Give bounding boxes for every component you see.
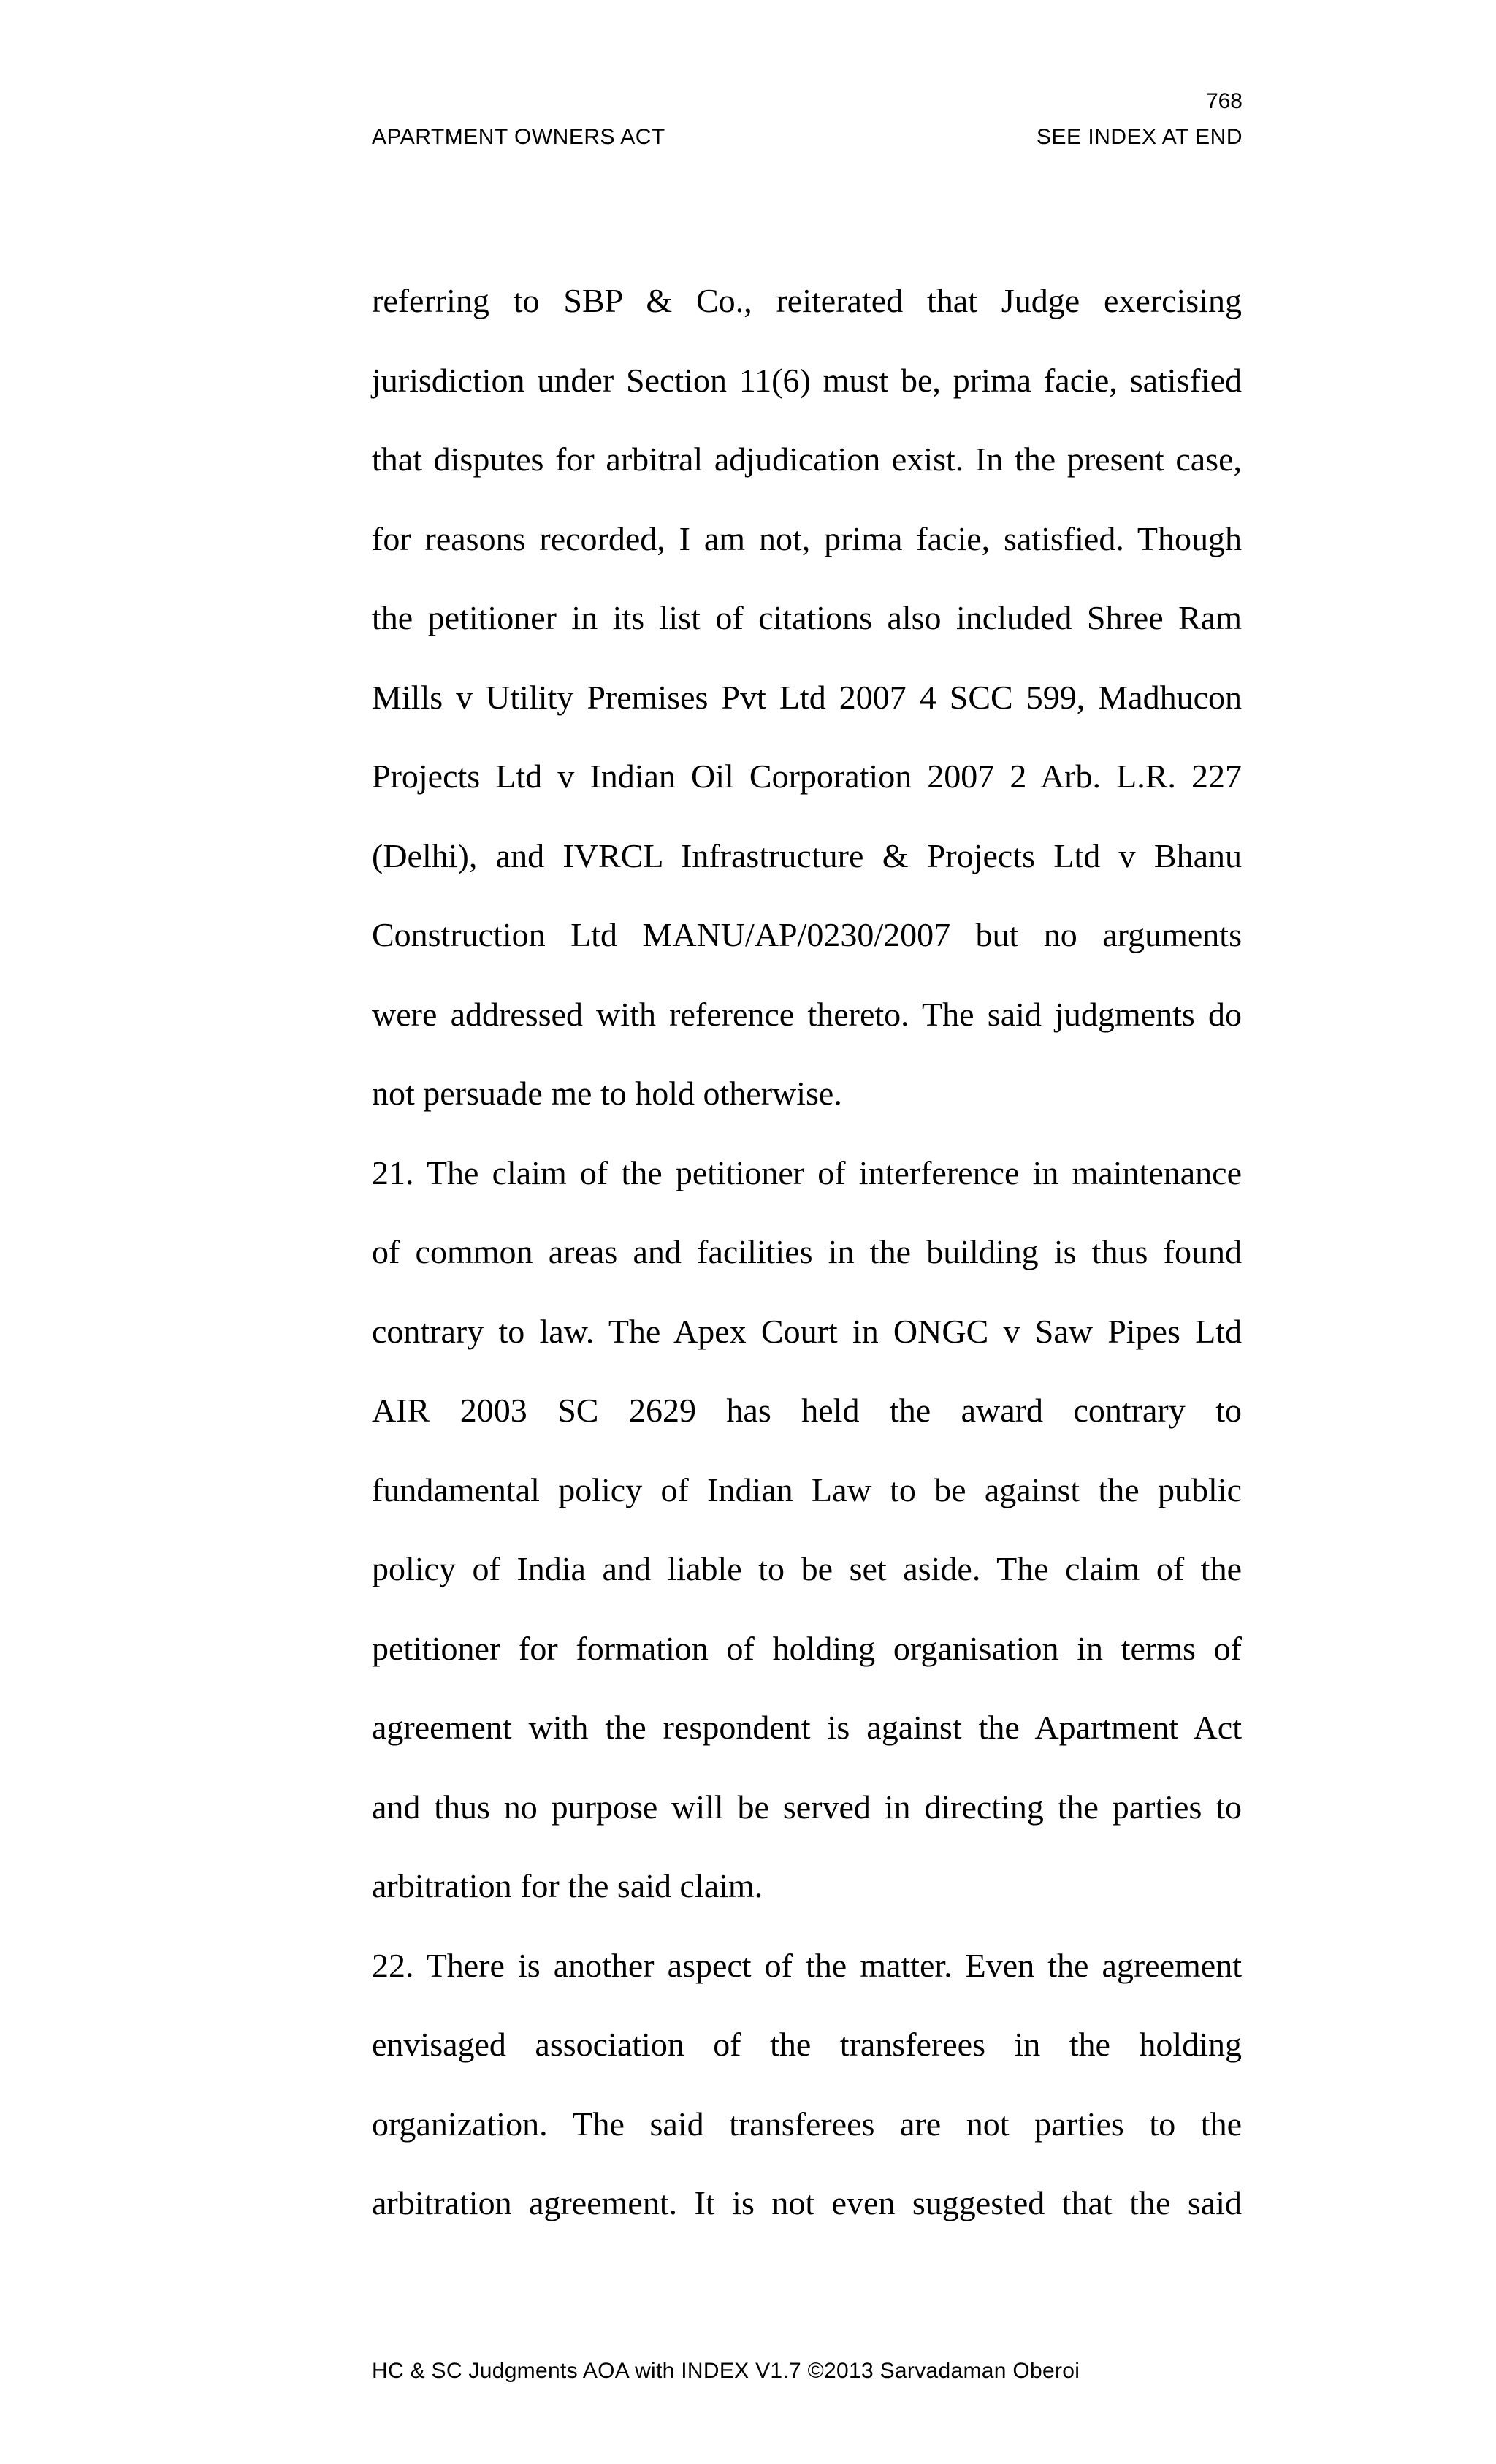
text-line: 22. There is another aspect of the matter. Even the agreement <box>372 1946 1242 1984</box>
text-line: envisaged association of the transferees in the holding <box>372 2026 1242 2063</box>
text-line: Mills v Utility Premises Pvt Ltd 2007 4 SCC 599, Madhucon <box>372 678 1242 716</box>
text-line: petitioner for formation of holding organisation in terms of <box>372 1629 1242 1667</box>
text-line: organization. The said transferees are not parties to the <box>372 2105 1242 2143</box>
running-header-index-note: SEE INDEX AT END <box>1037 125 1243 149</box>
running-header-title: APARTMENT OWNERS ACT <box>372 125 665 149</box>
text-line: that disputes for arbitral adjudication exist. In the present case, <box>372 440 1242 478</box>
text-line: AIR 2003 SC 2629 has held the award contrary to <box>372 1392 1242 1429</box>
page-number: 768 <box>1205 89 1243 113</box>
text-line: not persuade me to hold otherwise. <box>372 1075 842 1112</box>
text-line: contrary to law. The Apex Court in ONGC v Saw Pipes Ltd <box>372 1312 1242 1350</box>
paragraph-21 <box>372 1134 1242 1926</box>
text-line: Projects Ltd v Indian Oil Corporation 2007 2 Arb. L.R. 227 <box>372 758 1242 795</box>
text-line: fundamental policy of Indian Law to be against the public <box>372 1471 1242 1508</box>
page-footer: HC & SC Judgments AOA with INDEX V1.7 ©2013 Sarvadaman Oberoi <box>372 2359 1080 2383</box>
judgment-body <box>372 262 1242 2243</box>
text-line: policy of India and liable to be set aside. The claim of the <box>372 1550 1242 1587</box>
text-line: agreement with the respondent is against the Apartment Act <box>372 1709 1242 1746</box>
text-line: for reasons recorded, I am not, prima facie, satisfied. Though <box>372 519 1242 557</box>
text-line: jurisdiction under Section 11(6) must be, prima facie, satisfied <box>372 361 1242 399</box>
text-line: of common areas and facilities in the building is thus found <box>372 1233 1242 1270</box>
text-line: were addressed with reference thereto. The said judgments do <box>372 995 1242 1033</box>
text-line: (Delhi), and IVRCL Infrastructure & Projects Ltd v Bhanu <box>372 836 1242 874</box>
text-line: arbitration for the said claim. <box>372 1867 763 1904</box>
paragraph-citations <box>372 262 1242 1134</box>
text-line: the petitioner in its list of citations also included Shree Ram <box>372 599 1242 636</box>
text-line: 21. The claim of the petitioner of interference in maintenance <box>372 1153 1242 1191</box>
text-line: Construction Ltd MANU/AP/0230/2007 but no arguments <box>372 916 1242 953</box>
text-line: referring to SBP & Co., reiterated that Judge exercising <box>372 282 1242 319</box>
paragraph-22 <box>372 1926 1242 2243</box>
text-line: and thus no purpose will be served in directing the parties to <box>372 1788 1242 1826</box>
text-line: arbitration agreement. It is not even suggested that the said <box>372 2184 1242 2221</box>
